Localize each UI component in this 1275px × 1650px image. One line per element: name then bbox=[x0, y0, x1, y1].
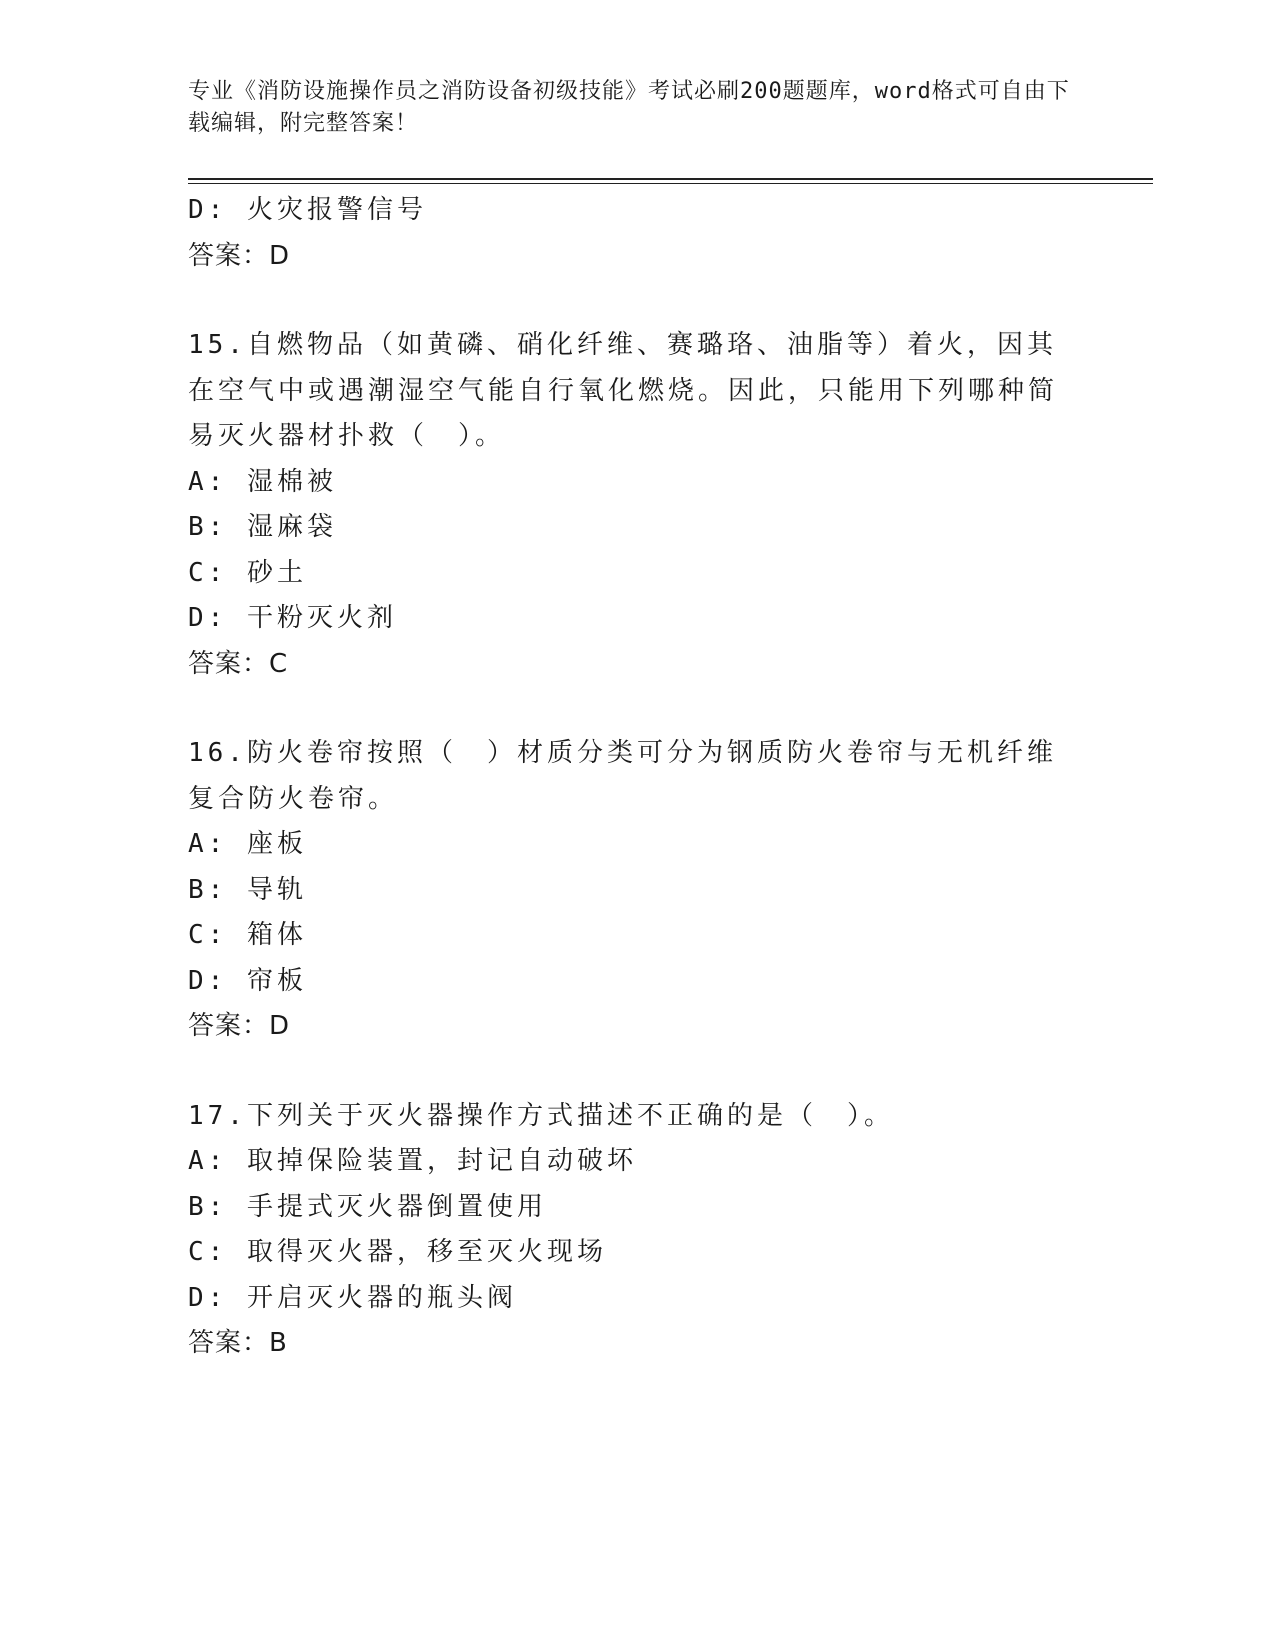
option-a: A: 湿棉被 bbox=[188, 466, 337, 497]
question-15 bbox=[188, 323, 1088, 687]
option-c: C: 取得灭火器，移至灭火现场 bbox=[188, 1237, 607, 1267]
option-b: B: 湿麻袋 bbox=[188, 512, 337, 542]
option-a: A: 取掉保险装置，封记自动破坏 bbox=[188, 1146, 637, 1176]
question-16 bbox=[188, 731, 1088, 1050]
previous-answer: 答案：D bbox=[188, 240, 291, 271]
option-d: D: 干粉灭火剂 bbox=[188, 603, 397, 633]
option-a: A: 座板 bbox=[188, 829, 307, 859]
question-text: 15.自燃物品（如黄磷、硝化纤维、赛璐珞、油脂等）着火，因其在空气中或遇潮湿空气能自行氧化燃烧。因此，只能用下列哪种简易灭火器材扑救（ ）。 bbox=[188, 330, 1059, 451]
question-list bbox=[188, 188, 1088, 1367]
option-b: B: 导轨 bbox=[188, 874, 307, 905]
answer: 答案：D bbox=[188, 1011, 291, 1041]
option-c: C: 砂土 bbox=[188, 557, 307, 588]
option-d: D: 开启灭火器的瓶头阀 bbox=[188, 1282, 517, 1313]
question-text: 17.下列关于灭火器操作方式描述不正确的是（ ）。 bbox=[188, 1100, 894, 1131]
option-d: D: 帘板 bbox=[188, 965, 307, 996]
header-divider-thick bbox=[188, 178, 1153, 180]
answer: 答案：C bbox=[188, 648, 289, 679]
question-17 bbox=[188, 1094, 1088, 1367]
option-c: C: 箱体 bbox=[188, 920, 307, 950]
previous-option-d: D: 火灾报警信号 bbox=[188, 195, 427, 225]
document-header: 专业《消防设施操作员之消防设备初级技能》考试必刷200题题库，word格式可自由下载编辑，附完整答案！ bbox=[188, 79, 1070, 136]
answer: 答案：B bbox=[188, 1328, 288, 1358]
header-divider-thin bbox=[188, 183, 1153, 184]
option-b: B: 手提式灭火器倒置使用 bbox=[188, 1191, 547, 1222]
question-text: 16.防火卷帘按照（ ）材质分类可分为钢质防火卷帘与无机纤维复合防火卷帘。 bbox=[188, 738, 1057, 814]
